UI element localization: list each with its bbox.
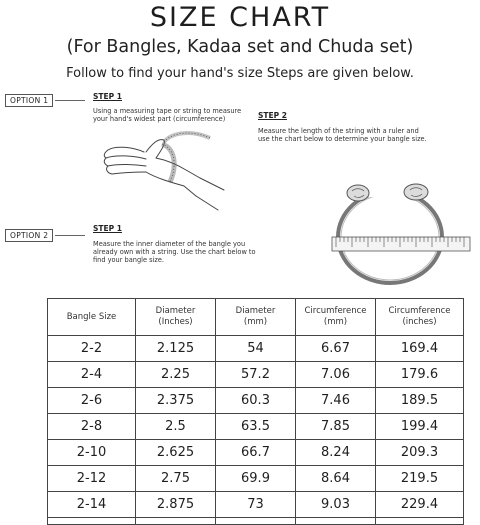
- table-cell: 63.5: [216, 414, 296, 440]
- header-circumference-inches: Circumference (inches): [376, 299, 464, 336]
- table-row: [48, 336, 464, 362]
- table-row: [48, 492, 464, 518]
- header-bangle-size: Bangle Size: [48, 299, 136, 336]
- table-cell: 169.4: [376, 336, 464, 362]
- table-cell: [296, 518, 376, 525]
- option-2-connector: [55, 235, 85, 236]
- page-subtitle: (For Bangles, Kadaa set and Chuda set): [66, 37, 414, 57]
- option-2-step-1-heading: STEP 1: [93, 224, 122, 233]
- option-2-step-1-text: Measure the inner diameter of the bangle you already own with a string. Use the chart below to find your bangle size.: [93, 240, 256, 265]
- header-circumference-mm: Circumference (mm): [296, 299, 376, 336]
- header-diameter-mm: Diameter (mm): [216, 299, 296, 336]
- table-cell: [48, 518, 136, 525]
- table-cell: 179.6: [376, 362, 464, 388]
- table-cell: 2.5: [136, 414, 216, 440]
- table-cell: 69.9: [216, 466, 296, 492]
- table-cell: 6.67: [296, 336, 376, 362]
- table-cell: 60.3: [216, 388, 296, 414]
- instruction-text: Follow to find your hand's size Steps are given below.: [66, 66, 414, 81]
- table-row: [48, 362, 464, 388]
- table-cell: 2.625: [136, 440, 216, 466]
- table-cell: 7.85: [296, 414, 376, 440]
- option-1-step-2-text: Measure the length of the string with a ruler and use the chart below to determine your bangle size.: [258, 127, 427, 144]
- table-cell: 54: [216, 336, 296, 362]
- bangle-ruler-illustration: [322, 175, 472, 290]
- table-cell: 2-6: [48, 388, 136, 414]
- option-1-label: OPTION 1: [5, 94, 53, 107]
- table-cell: 73: [216, 492, 296, 518]
- table-cell: 8.64: [296, 466, 376, 492]
- option-2-label: OPTION 2: [5, 229, 53, 242]
- table-cell: 66.7: [216, 440, 296, 466]
- table-cell: 189.5: [376, 388, 464, 414]
- table-cell: 219.5: [376, 466, 464, 492]
- option-1-step-2-heading: STEP 2: [258, 111, 287, 120]
- option-1-step-1-heading: STEP 1: [93, 92, 122, 101]
- table-row: [48, 440, 464, 466]
- table-row: [48, 466, 464, 492]
- table-cell: 57.2: [216, 362, 296, 388]
- table-cell: 2-14: [48, 492, 136, 518]
- size-chart-table: [47, 298, 464, 525]
- table-cell: 199.4: [376, 414, 464, 440]
- table-cell: 2-8: [48, 414, 136, 440]
- table-cell: [376, 518, 464, 525]
- table-cell: 7.06: [296, 362, 376, 388]
- table-cell: 2.375: [136, 388, 216, 414]
- option-1-connector: [55, 100, 85, 101]
- header-diameter-inches: Diameter (Inches): [136, 299, 216, 336]
- table-cell: 9.03: [296, 492, 376, 518]
- table-row: [48, 388, 464, 414]
- table-cell: 2.875: [136, 492, 216, 518]
- table-cell: 2.75: [136, 466, 216, 492]
- table-cell: [136, 518, 216, 525]
- table-cell: 229.4: [376, 492, 464, 518]
- table-cell: 2-4: [48, 362, 136, 388]
- table-cell: 2-12: [48, 466, 136, 492]
- page-title: SIZE CHART: [149, 2, 331, 33]
- table-cell: 2.125: [136, 336, 216, 362]
- table-header-row: [48, 299, 464, 336]
- table-cell: 7.46: [296, 388, 376, 414]
- table-cell: [216, 518, 296, 525]
- table-row: [48, 414, 464, 440]
- hand-measuring-illustration: [100, 130, 225, 215]
- table-cell: 8.24: [296, 440, 376, 466]
- option-1-step-1-text: Using a measuring tape or string to measure your hand's widest part (circumference): [93, 107, 242, 124]
- table-cell: 2-10: [48, 440, 136, 466]
- table-row-partial: [48, 518, 464, 525]
- table-cell: 2.25: [136, 362, 216, 388]
- table-cell: 2-2: [48, 336, 136, 362]
- table-cell: 209.3: [376, 440, 464, 466]
